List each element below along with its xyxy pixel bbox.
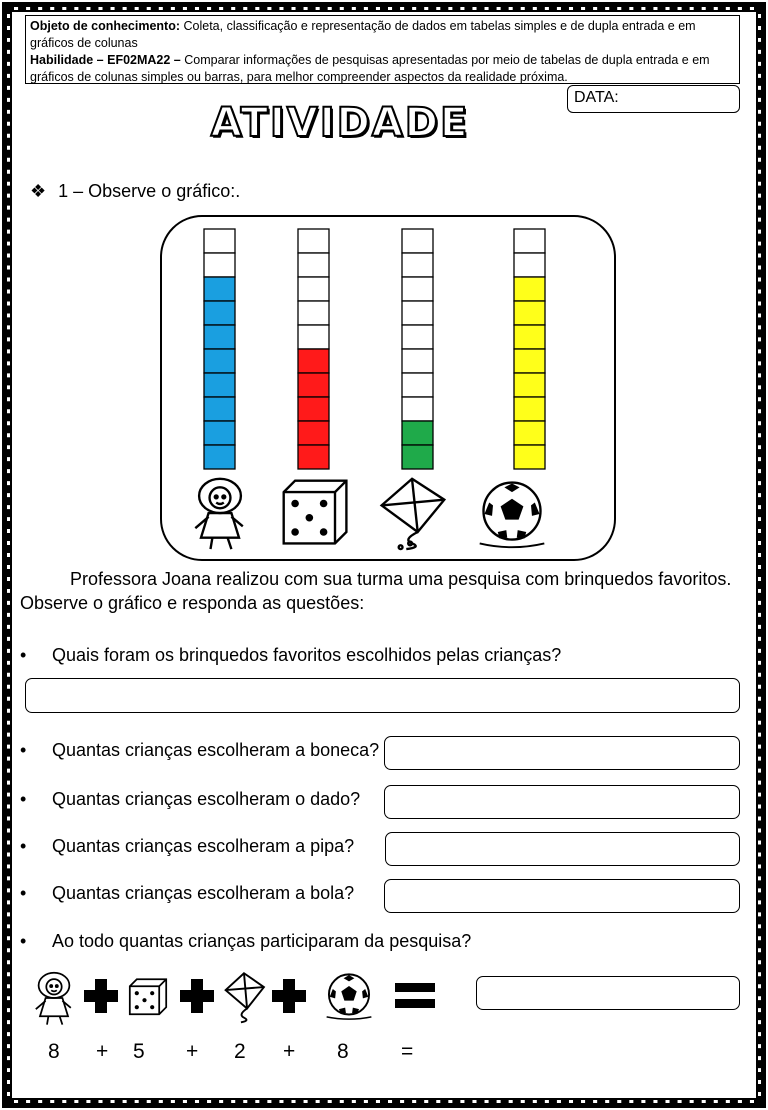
date-field[interactable] xyxy=(567,85,740,113)
bar-cell-filled xyxy=(402,445,433,469)
bar-cell-filled xyxy=(204,301,235,325)
answer-doll-input[interactable] xyxy=(384,736,740,770)
bar-cell-filled xyxy=(204,349,235,373)
plus-icon xyxy=(84,979,118,1013)
bar-cell-empty xyxy=(402,277,433,301)
answer-kite-input[interactable] xyxy=(385,832,740,866)
bar-cell-empty xyxy=(402,373,433,397)
answer-dice-input[interactable] xyxy=(384,785,740,819)
bar-cell-empty xyxy=(298,325,329,349)
bar-kite-icon xyxy=(402,229,433,469)
question-doll-text: Quantas crianças escolheram a boneca? xyxy=(52,740,380,760)
question-doll xyxy=(20,740,379,761)
bar-doll-icon xyxy=(204,229,235,469)
bullet-dot: • xyxy=(20,836,27,856)
bar-cell-empty xyxy=(514,229,545,253)
habilidade-label: Habilidade – EF02MA22 – xyxy=(30,53,181,67)
bar-cell-empty xyxy=(402,229,433,253)
bar-cell-empty xyxy=(402,397,433,421)
doll-icon xyxy=(195,479,243,549)
equation-plus: + xyxy=(186,1040,199,1063)
bar-cell-filled xyxy=(298,445,329,469)
bullet-dot: • xyxy=(20,883,27,903)
question-ball-text: Quantas crianças escolheram a bola? xyxy=(52,883,355,903)
plus-icon xyxy=(180,979,214,1013)
bar-cell-filled xyxy=(204,445,235,469)
kite-icon xyxy=(382,479,445,549)
question-1-heading xyxy=(30,181,240,202)
bar-cell-filled xyxy=(514,325,545,349)
bar-cell-empty xyxy=(298,277,329,301)
bar-cell-empty xyxy=(298,253,329,277)
bar-cell-filled xyxy=(402,421,433,445)
bullet-dot: • xyxy=(20,740,27,760)
bar-cell-filled xyxy=(514,349,545,373)
bar-cell-filled xyxy=(514,301,545,325)
bar-cell-empty xyxy=(204,229,235,253)
bar-cell-empty xyxy=(204,253,235,277)
bar-dice-icon xyxy=(298,229,329,469)
question-kite-text: Quantas crianças escolheram a pipa? xyxy=(52,836,355,856)
bar-cell-filled xyxy=(514,277,545,301)
equation-number-doll: 8 xyxy=(48,1040,60,1063)
date-label: DATA: xyxy=(574,89,619,106)
bar-cell-filled xyxy=(514,421,545,445)
dice-icon xyxy=(127,976,169,1016)
question-ball xyxy=(20,883,354,904)
bar-cell-empty xyxy=(402,325,433,349)
question-1-text: 1 – Observe o gráfico:. xyxy=(58,181,241,201)
bar-cell-empty xyxy=(298,229,329,253)
equation-plus: + xyxy=(283,1040,296,1063)
bullet-dot: • xyxy=(20,931,27,951)
equation-number-dice: 5 xyxy=(133,1040,145,1063)
bar-cell-filled xyxy=(204,373,235,397)
bar-cell-empty xyxy=(514,253,545,277)
habilidade-text: Comparar informações de pesquisas apresentadas por meio de tabelas de dupla entrada e em gráficos de colunas simples ou barras, para melhor compreender aspectos da realidade próxima. xyxy=(30,53,710,84)
question-dice xyxy=(20,789,360,810)
bar-soccer-ball-icon xyxy=(514,229,545,469)
bar-cell-empty xyxy=(402,301,433,325)
header-info-box xyxy=(25,15,740,84)
bar-cell-filled xyxy=(204,277,235,301)
objeto-label: Objeto de conhecimento: xyxy=(30,19,181,33)
question-total xyxy=(20,931,471,952)
bullet-dot: • xyxy=(20,789,27,809)
question-favorites-text: Quais foram os brinquedos favoritos escolhidos pelas crianças? xyxy=(52,645,562,665)
question-kite xyxy=(20,836,354,857)
soccer-ball-icon xyxy=(480,483,545,548)
chart-frame xyxy=(160,215,616,561)
equation-plus: + xyxy=(96,1040,109,1063)
bar-cell-filled xyxy=(204,421,235,445)
bar-cell-filled xyxy=(514,397,545,421)
doll-icon xyxy=(26,968,82,1028)
soccer-ball-icon xyxy=(322,970,376,1022)
dice-icon xyxy=(284,481,347,544)
question-favorites xyxy=(20,645,561,666)
page-title: ATIVIDADE xyxy=(210,100,470,146)
equation-equals: = xyxy=(401,1040,414,1063)
bar-cell-filled xyxy=(298,349,329,373)
objeto-text: Coleta, classificação e representação de dados em tabelas simples e de dupla entrada e em gráficos de colunas xyxy=(30,19,696,50)
equation-number-kite: 2 xyxy=(234,1040,246,1063)
answer-favorites-input[interactable] xyxy=(25,678,740,713)
bar-cell-filled xyxy=(204,397,235,421)
answer-ball-input[interactable] xyxy=(384,879,740,913)
bar-cell-filled xyxy=(298,373,329,397)
bar-cell-empty xyxy=(402,253,433,277)
instructions-paragraph xyxy=(20,567,750,615)
kite-icon xyxy=(221,970,267,1024)
instructions-text: Professora Joana realizou com sua turma uma pesquisa com brinquedos favoritos. Observe o gráfico e responda as questões: xyxy=(20,569,732,613)
bar-cell-empty xyxy=(402,349,433,373)
answer-total-input[interactable] xyxy=(476,976,740,1010)
equation-number-ball: 8 xyxy=(337,1040,349,1063)
bar-cell-filled xyxy=(514,445,545,469)
question-dice-text: Quantas crianças escolheram o dado? xyxy=(52,789,361,809)
diamond-bullet-icon: ❖ xyxy=(30,181,47,201)
bar-cell-empty xyxy=(298,301,329,325)
bar-cell-filled xyxy=(204,325,235,349)
plus-icon xyxy=(272,979,306,1013)
bar-cell-filled xyxy=(298,421,329,445)
bullet-dot: • xyxy=(20,645,27,665)
bar-cell-filled xyxy=(298,397,329,421)
question-total-text: Ao todo quantas crianças participaram da pesquisa? xyxy=(52,931,472,951)
bar-chart xyxy=(162,217,618,563)
bar-cell-filled xyxy=(514,373,545,397)
equals-icon xyxy=(395,983,435,1009)
